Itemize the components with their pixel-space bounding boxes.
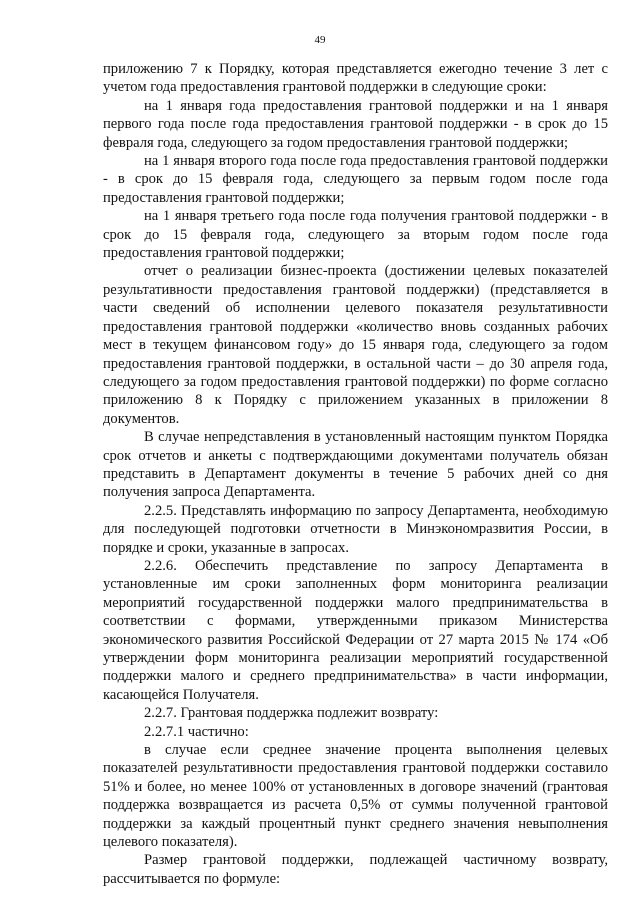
paragraph-report-schedule-intro: приложению 7 к Порядку, которая представляется ежегодно течение 3 лет с учетом года предоставления грантовой поддержки в следующие сроки: bbox=[103, 61, 608, 96]
paragraph-non-submission: В случае непредставления в установленный настоящим пунктом Порядка срок отчетов и анкеты с подтверждающими документами получатель обязан представить в Департамент документы в течение 5 рабочих дней со дня получения запроса Департамента. bbox=[103, 429, 608, 501]
paragraph-deadline-second-year: на 1 января второго года после года предоставления грантовой поддержки - в срок до 15 февраля года, следующего за первым годом после года предоставления грантовой поддержки; bbox=[103, 153, 608, 206]
paragraph-partial-return-condition: в случае если среднее значение процента выполнения целевых показателей результативности предоставления грантовой поддержки составило 51% и более, но менее 100% от установленных в договоре значений (грантовая поддержка возвращается из расчета 0,5% от суммы полученной грантовой поддержки за каждый процентный пункт среднего значения невыполнения целевого показателя). bbox=[103, 742, 608, 851]
document-body bbox=[103, 60, 608, 888]
paragraph-deadline-first-year: на 1 января года предоставления грантовой поддержки и на 1 января первого года после года предоставления грантовой поддержки - в срок до 15 февраля года, следующего за годом предоставления грантовой поддержки; bbox=[103, 97, 608, 151]
paragraph-business-project-report: отчет о реализации бизнес-проекта (достижении целевых показателей результативности предоставления грантовой поддержки) (представляется в части сведений об исполнении целевого показателя результативности предоставления грантовой поддержки «количество вновь созданных рабочих мест в текущем финансовом году» до 15 января года, следующего за годом предоставления грантовой поддержки, в остальной части – до 30 апреля года, следующего за годом предоставления грантовой поддержки) по форме согласно приложению 8 к Порядку с приложением указанных в приложении 8 документов. bbox=[103, 263, 608, 427]
paragraph-clause-2-2-5: 2.2.5. Представлять информацию по запросу Департамента, необходимую для последующей подготовки отчетности в Минэкономразвития России, в порядке и сроки, указанные в запросах. bbox=[103, 502, 608, 556]
paragraph-clause-2-2-6: 2.2.6. Обеспечить представление по запросу Департамента в установленные им сроки заполненных форм мониторинга реализации мероприятий государственной поддержки малого предпринимательства в соответствии с формами, утвержденными приказом Министерства экономического развития Российской Федерации от 27 марта 2015 № 174 «Об утверждении форм мониторинга реализации мероприятий государственной поддержки малого и среднего предпринимательства» в части информации, касающейся Получателя. bbox=[103, 557, 608, 703]
page-number: 49 bbox=[314, 34, 326, 46]
paragraph-return-amount-formula: Размер грантовой поддержки, подлежащей частичному возврату, рассчитывается по формуле: bbox=[103, 852, 608, 887]
paragraph-deadline-third-year: на 1 января третьего года после года получения грантовой поддержки - в срок до 15 февраля года, следующего за вторым годом после года предоставления грантовой поддержки; bbox=[103, 208, 608, 262]
paragraph-clause-2-2-7: 2.2.7. Грантовая поддержка подлежит возврату: bbox=[144, 705, 439, 722]
paragraph-clause-2-2-7-1: 2.2.7.1 частично: bbox=[144, 723, 249, 740]
